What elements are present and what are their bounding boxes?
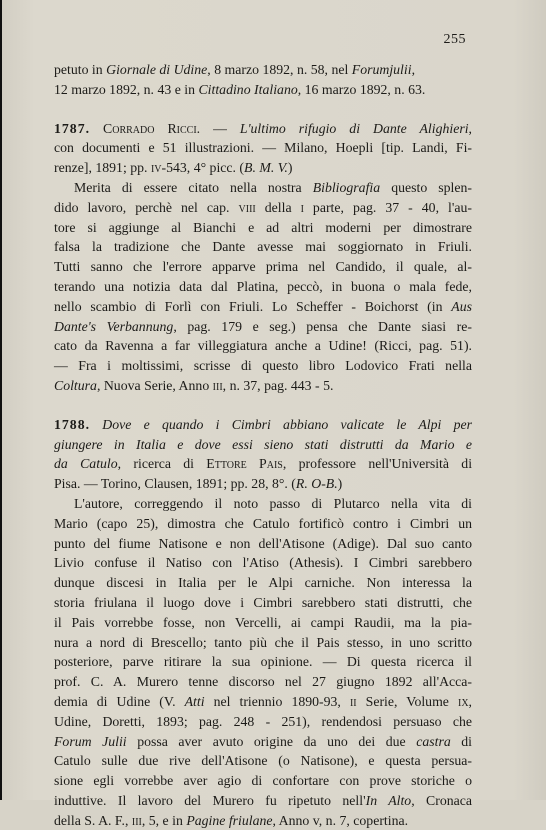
text-run: , 8 marzo 1892, n. 58, nel <box>207 62 352 77</box>
text-run: iii <box>131 812 142 828</box>
text-run: della <box>255 199 301 215</box>
text-run: Aus <box>451 298 472 314</box>
entry-1787 <box>54 119 472 396</box>
text-run: Bibliografia <box>312 179 381 195</box>
text-line <box>54 60 472 80</box>
text-run: , <box>411 62 416 77</box>
text-line <box>54 732 472 752</box>
text-run: L'autore, correggendo il noto passo di Plutarco nella vita di <box>74 495 472 511</box>
text-run: ix <box>457 693 469 709</box>
text-line <box>54 435 472 455</box>
text-line <box>54 198 472 218</box>
text-run: storia friulana il luogo dove i Cimbri sarebbero stati distrutti, che <box>54 594 472 610</box>
text-line <box>54 692 472 712</box>
text-run: da Catulo <box>54 456 118 472</box>
text-line <box>54 652 472 672</box>
text-run: possa aver avuto origine da uno dei due <box>126 733 417 749</box>
text-line <box>54 593 472 613</box>
text-run: , Nuova Serie, Anno <box>96 377 213 393</box>
text-run: L'ultimo rifugio di Dante Alighieri <box>239 120 469 136</box>
text-line <box>54 138 472 158</box>
text-line <box>54 454 472 474</box>
text-run: Serie, Volume <box>356 693 458 709</box>
text-line <box>54 613 472 633</box>
text-run: ii <box>349 693 357 709</box>
text-run: Ettore Pais <box>206 456 283 472</box>
text-run: castra <box>416 733 451 749</box>
text-run: ) <box>287 160 293 176</box>
text-run: , 16 marzo 1892, n. 63. <box>297 81 426 97</box>
text-run: 1788. <box>54 416 91 432</box>
text-run: . — <box>196 120 240 136</box>
text-run: tore si aggiunge al Bianchi e ad altri moderni per dimostrare <box>54 219 472 235</box>
text-run: 12 marzo 1892, n. 43 e in <box>54 81 199 97</box>
text-line <box>54 672 472 692</box>
text-run: Udine, Doretti, 1893; pag. 248 - 251), rendendosi persuaso che <box>54 713 472 729</box>
text-line <box>54 633 472 653</box>
text-run: Coltura <box>54 377 97 393</box>
text-run: Dove e quando i Cimbri abbiano valicate le Alpi per <box>102 416 472 432</box>
text-run: nura a nord di Brescello; tanto più che il Pais stesso, in uno scritto <box>54 634 472 650</box>
text-run: falsa la tradizione che Dante avesse mai soggiornato in Friuli. <box>54 239 472 255</box>
text-line <box>54 277 472 297</box>
text-run: induttive. Il lavoro del Murero fu ripetuto nell' <box>54 792 366 808</box>
text-line <box>54 811 472 830</box>
text-run: Forum Julii <box>54 733 127 749</box>
page-text <box>54 60 472 830</box>
text-run: Livio confuse il Natiso con l'Atiso (Athesis). I Cimbri sarebbero <box>54 555 472 571</box>
text-run: Pagine friulane <box>186 812 273 828</box>
text-run: demia di Udine (V. <box>54 693 185 709</box>
text-line <box>54 553 472 573</box>
text-line <box>54 178 472 198</box>
text-line <box>54 158 472 178</box>
text-run: In Alto <box>365 792 412 808</box>
text-line <box>54 415 472 435</box>
text-run: Pisa. — Torino, Clausen, 1891; pp. 28, 8°. ( <box>54 476 296 492</box>
text-run: giungere in Italia e dove essi sieno stati distrutti da Mario e <box>54 436 472 452</box>
text-line <box>54 237 472 257</box>
text-run: dunque discesi in Italia per le Alpi carniche. Non interessa la <box>54 575 472 591</box>
text-line <box>54 534 472 554</box>
text-run: questo splen- <box>380 179 472 195</box>
text-run: Dante's Verbannung <box>54 318 174 334</box>
text-run: posteriore, parve ritirare la sua opinione. — Di questa ricerca il <box>54 654 472 670</box>
text-run: Mario (capo 25), dimostra che Catulo fortificò contro i Cimbri un <box>54 515 472 531</box>
text-run: nel triennio 1890-93, <box>204 693 350 709</box>
text-run: , n. 37, pag. 443 - 5. <box>222 377 334 393</box>
text-line <box>54 257 472 277</box>
text-run: , <box>468 693 472 709</box>
text-run: parte, pag. 37 - 40, l'au- <box>303 199 472 215</box>
text-run: sione egli vorrebbe aver agio di confortare con prove storiche o <box>54 773 472 789</box>
text-run: ) <box>337 476 343 492</box>
text-line <box>54 376 472 396</box>
text-run: di <box>450 733 473 749</box>
text-run: , professore nell'Università di <box>282 456 473 472</box>
text-run: B. M. V. <box>244 160 288 176</box>
text-run: viii <box>238 199 256 215</box>
text-line <box>54 297 472 317</box>
text-run: nello scambio di Forlì con Friuli. Lo Scheffer - Boichorst (in <box>54 298 452 314</box>
text-line <box>54 317 472 337</box>
text-run: , ricerca di <box>117 456 207 472</box>
text-run: , Anno v, n. 7, copertina. <box>272 812 409 828</box>
text-line <box>54 494 472 514</box>
text-run: prof. C. A. Murero tenne discorso nel 27 giugno 1892 all'Acca- <box>54 674 472 690</box>
text-line <box>54 474 472 494</box>
text-run: , <box>468 120 472 136</box>
text-run: Cittadino Italiano <box>198 81 298 97</box>
text-line <box>54 573 472 593</box>
text-line <box>54 771 472 791</box>
text-run: Forumjulii <box>351 62 412 77</box>
text-run: dido lavoro, perchè nel cap. <box>54 199 239 215</box>
text-line <box>54 751 472 771</box>
text-line <box>54 119 472 139</box>
text-line <box>54 356 472 376</box>
text-run: terando una notizia data dal Platina, peccò, in buona o mala fede, <box>54 278 472 294</box>
text-run: -543, 4° picc. ( <box>161 160 245 176</box>
text-run: Merita di essere citato nella nostra <box>74 179 313 195</box>
text-run <box>90 121 103 136</box>
text-run: R. O-B. <box>295 476 338 492</box>
text-run: renze], 1891; pp. <box>54 160 151 176</box>
text-line <box>54 791 472 811</box>
text-run: cato da Ravenna a far villeggiatura anche a Udine! (Ricci, pag. 51). <box>54 338 472 354</box>
text-run: Giornale di Udine <box>106 62 208 77</box>
text-run: 1787. <box>54 120 91 136</box>
text-line <box>54 336 472 356</box>
text-run: Corrado Ricci <box>103 120 197 136</box>
text-run: i <box>300 199 304 215</box>
text-line <box>54 80 472 100</box>
text-line <box>54 514 472 534</box>
paragraph-continuation <box>54 60 472 100</box>
text-run: , Cronaca <box>411 792 472 808</box>
text-line <box>54 218 472 238</box>
text-run <box>90 417 102 432</box>
text-run: punto del fiume Natisone e non dell'Atisone (Adige). Dal suo canto <box>54 535 472 551</box>
text-run: Tutti sanno che l'errore apparve prima nel Candido, il quale, al- <box>54 259 472 275</box>
text-run: iv <box>150 160 162 176</box>
text-run: iii <box>212 377 223 393</box>
text-run: il Pais vorrebbe fosse, non Vercelli, ai campi Raudii, ma la pia- <box>54 614 472 630</box>
text-run: petuto in <box>54 62 107 77</box>
text-run: — Fra i moltissimi, scrisse di questo libro Lodovico Frati nella <box>54 358 472 374</box>
text-run: Catulo sulle due rive dell'Atisone (o Natisone), e questa persua- <box>54 753 472 769</box>
text-run: , pag. 179 e seg.) pensa che Dante siasi re- <box>173 318 472 334</box>
text-run: , 5, e in <box>141 812 187 828</box>
text-run: della S. A. F., <box>54 812 132 828</box>
text-line <box>54 712 472 732</box>
text-run: con documenti e 51 illustrazioni. — Milano, Hoepli [tip. Landi, Fi- <box>54 140 472 156</box>
entry-1788 <box>54 415 472 830</box>
page-number: 255 <box>443 32 466 47</box>
text-run: Atti <box>184 693 205 709</box>
